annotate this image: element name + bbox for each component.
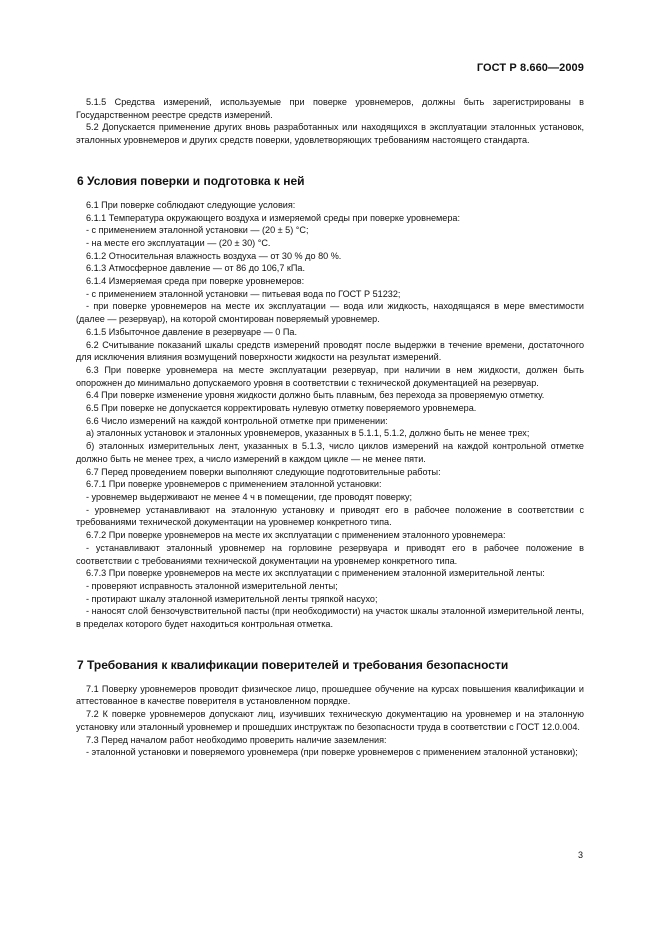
list-item: - протирают шкалу эталонной измерительной ленты тряпкой насухо; <box>86 593 378 604</box>
para-6-7-3: 6.7.3 При поверке уровнемеров на месте их эксплуатации с применением эталонной измерительной ленты: <box>86 568 545 579</box>
para-7-3: 7.3 Перед началом работ необходимо проверить наличие заземления: <box>86 734 387 745</box>
para-6-5: 6.5 При поверке не допускается корректировать нулевую отметку поверяемого уровнемера. <box>86 403 477 414</box>
list-item: - уровнемер устанавливают на эталонную установку и приводят его в рабочее положение в соответствии с требованиями технической документации на уровнемер конкретного типа. <box>76 504 584 528</box>
para-5-1-5: 5.1.5 Средства измерений, используемые при поверке уровнемеров, должны быть зарегистрированы в Государственном реестре средств измерений. <box>76 97 584 120</box>
document-code-header: ГОСТ Р 8.660—2009 <box>476 62 584 74</box>
section-7-heading: 7 Требования к квалификации поверителей и требования безопасности <box>77 657 509 672</box>
para-6-1-4: 6.1.4 Измеряемая среда при поверке уровнемеров: <box>86 276 305 287</box>
para-6-7-2: 6.7.2 При поверке уровнемеров на месте их эксплуатации с применением эталонного уровнемера: <box>86 530 506 541</box>
list-item: - наносят слой бензочувствительной пасты (при необходимости) на участок шкалы эталонной измерительной ленты, в пределах которого будет находиться контрольная отметка. <box>76 606 584 630</box>
para-7-2: 7.2 К поверке уровнемеров допускают лиц, изучивших техническую документацию на уровнемер и на эталонную установку или эталонный уровнемер и прошедших инструктаж по безопасности труда в соответствии с ГОСТ 12.0.004. <box>76 709 584 732</box>
para-6-1-3: 6.1.3 Атмосферное давление — от 86 до 106,7 кПа. <box>86 263 306 274</box>
list-item: - при поверке уровнемеров на месте их эксплуатации — вода или жидкость, находящаяся в мере вместимости (далее — резервуар), на которой смонтирован поверяемый уровнемер. <box>76 301 584 325</box>
para-6-7-1: 6.7.1 При поверке уровнемеров с применением эталонной установки: <box>86 479 382 490</box>
para-6-1: 6.1 При поверке соблюдают следующие условия: <box>86 199 296 210</box>
para-6-3: 6.3 При поверке уровнемера на месте эксплуатации резервуар, при наличии в нем жидкости, должен быть опорожнен до минимально допускаемого уровня в соответствии с технической документацией на резервуар. <box>76 364 584 388</box>
list-item: б) эталонных измерительных лент, указанных в 5.1.3, число циклов измерений на каждой контрольной отметке должно быть не менее трех, а число измерений в каждом цикле — не менее пяти. <box>76 441 584 464</box>
list-item: - эталонной установки и поверяемого уровнемера (при поверке уровнемеров с применением эталонной установки); <box>86 747 578 758</box>
para-6-7: 6.7 Перед проведением поверки выполняют следующие подготовительные работы: <box>86 466 441 477</box>
para-6-4: 6.4 При поверке изменение уровня жидкости должно быть плавным, без перехода за проверяемую отметку. <box>86 390 545 401</box>
page-number: 3 <box>577 850 583 860</box>
section-6-heading: 6 Условия поверки и подготовка к ней <box>77 173 305 188</box>
para-6-1-2: 6.1.2 Относительная влажность воздуха — от 30 % до 80 %. <box>86 250 342 261</box>
list-item: - с применением эталонной установки — (20 ± 5) °С; <box>86 225 309 236</box>
list-item: - с применением эталонной установки — питьевая вода по ГОСТ Р 51232; <box>86 288 401 299</box>
list-item: - на месте его эксплуатации — (20 ± 30) °С. <box>86 237 271 248</box>
para-5-2: 5.2 Допускается применение других вновь разработанных или находящихся в эксплуатации эталонных установок, эталонных уровнемеров и других средств поверки, удовлетворяющих требованиям настоящего стандарта. <box>76 122 584 146</box>
para-6-2: 6.2 Считывание показаний шкалы средств измерений проводят после выдержки в течение времени, достаточного для исключения влияния возмущений поверхности жидкости на результат измерений. <box>76 339 584 363</box>
list-item: - проверяют исправность эталонной измерительной ленты; <box>86 580 338 591</box>
para-6-6: 6.6 Число измерений на каждой контрольной отметке при применении: <box>86 415 388 426</box>
para-6-1-1: 6.1.1 Температура окружающего воздуха и измеряемой среды при поверке уровнемера: <box>86 212 460 223</box>
list-item: - уровнемер выдерживают не менее 4 ч в помещении, где проводят поверку; <box>86 491 413 502</box>
document-body <box>76 96 584 759</box>
list-item: - устанавливают эталонный уровнемер на горловине резервуара и приводят его в рабочее положение в соответствии с требованиями технической документации на уровнемер конкретного типа. <box>76 542 584 566</box>
list-item: а) эталонных установок и эталонных уровнемеров, указанных в 5.1.1, 5.1.2, должно быть не менее трех; <box>86 428 530 439</box>
para-6-1-5: 6.1.5 Избыточное давление в резервуаре — 0 Па. <box>86 326 298 337</box>
para-7-1: 7.1 Поверку уровнемеров проводит физическое лицо, прошедшее обучение на курсах повышения квалификации и аттестованное в качестве поверителя в установленном порядке. <box>76 683 584 707</box>
